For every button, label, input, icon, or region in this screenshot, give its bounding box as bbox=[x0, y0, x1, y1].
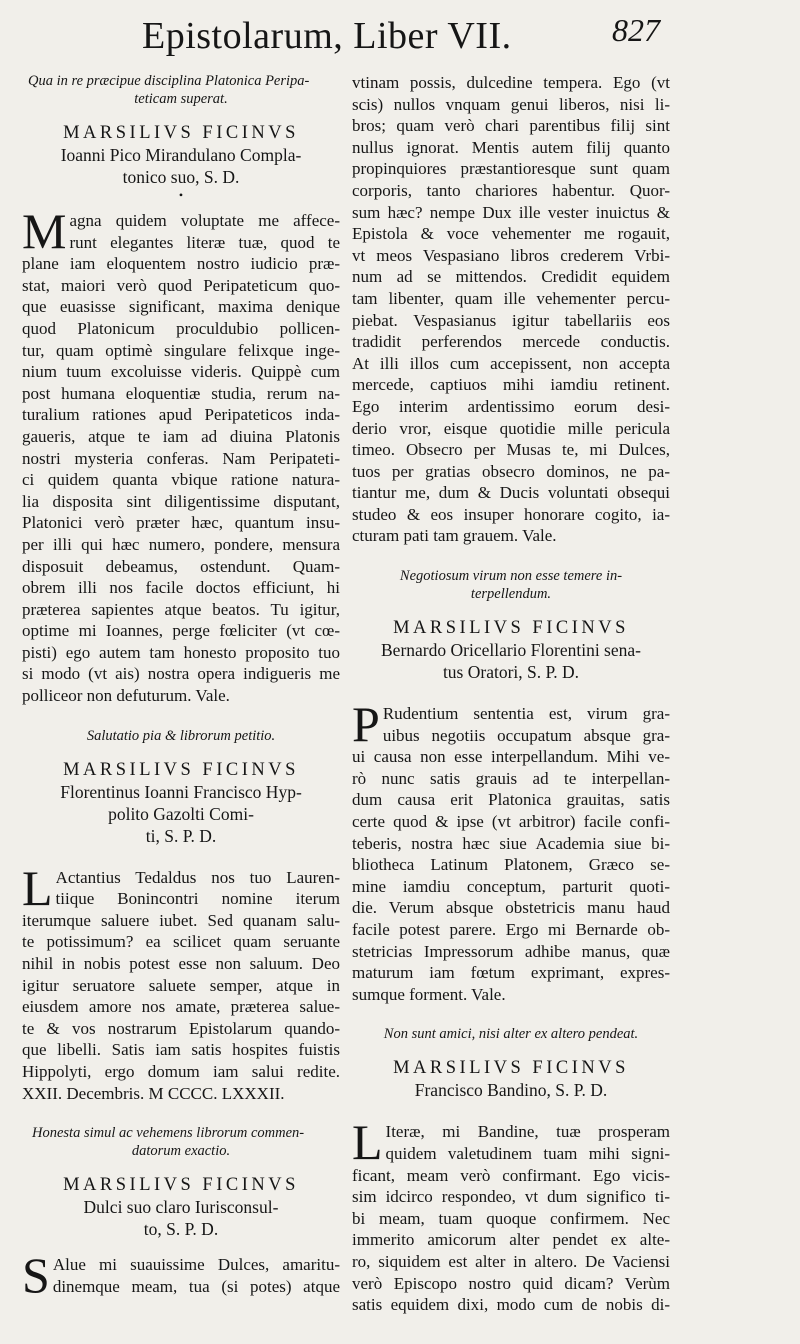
text-line: uibus negotiis occupatum absque gra- bbox=[382, 725, 670, 745]
text-line: tradidit perferendos mercede conductis. bbox=[352, 332, 670, 352]
text-line: quidem valetudinem tuam mihi signi- bbox=[385, 1143, 670, 1163]
text-line: ficant, meam verò confirmant. Ego vicis- bbox=[352, 1165, 670, 1185]
text-line: præterea sapientes atque beatos. Tu igitur, bbox=[22, 599, 340, 619]
letter-author: MARSILIVS FICINVS bbox=[63, 123, 299, 143]
text-line: eiusdem amore nos amate, præterea salue- bbox=[22, 997, 340, 1017]
text-line: vt meos Vespasiano libros crederem Vrbi- bbox=[352, 245, 670, 265]
text-line: Ego interim ardentissimo eorum desi- bbox=[352, 396, 670, 416]
text-line: optime mi Ioannes, perge fœliciter (vt cœ- bbox=[22, 621, 340, 641]
text-line: Iteræ, mi Bandine, tuæ prosperam bbox=[385, 1122, 670, 1142]
ornament: • bbox=[178, 188, 184, 202]
text-line: polliceor non defuturum. Vale. bbox=[22, 686, 230, 706]
letter-author: MARSILIVS FICINVS bbox=[393, 618, 629, 639]
text-line: certe quod & ipse (vt arbitror) facile confi- bbox=[352, 812, 670, 832]
drop-capital: P bbox=[352, 696, 380, 753]
text-line: num ad se mittendos. Credidit equidem bbox=[352, 267, 670, 287]
drop-capital: L bbox=[22, 859, 53, 916]
text-line: sim idcirco respondeo, vt dum significo ti- bbox=[352, 1187, 670, 1207]
letter-author: MARSILIVS FICINVS bbox=[63, 1175, 299, 1196]
text-line: post humana eloquentiæ studia, rerum na- bbox=[22, 383, 340, 403]
drop-capital: L bbox=[352, 1114, 383, 1171]
letter-body bbox=[22, 859, 340, 1105]
text-line: disposuit debeamus, ostendunt. Quam- bbox=[22, 556, 340, 576]
text-line: Epistola & voce vehementer me rogauit, bbox=[352, 224, 670, 244]
text-line: immerito amicorum alter pendet ex alte- bbox=[352, 1230, 670, 1250]
text-line: nihil in nobis potest esse non saluum. Deo bbox=[22, 954, 340, 974]
letter-addressee: Francisco Bandino, S. P. D. bbox=[414, 1080, 608, 1101]
text-line: te & vos nostrarum Epistolarum quando- bbox=[22, 1018, 340, 1038]
text-line: Rudentium sententia est, virum gra- bbox=[382, 704, 670, 724]
text-line: vtinam possis, dulcedine tempera. Ego (vt bbox=[352, 73, 670, 92]
text-line: tiantur me, dum & Ducis voluntati obsequi bbox=[352, 483, 670, 503]
text-line: piebat. Vespasianus igitur tabellariis eos bbox=[352, 310, 670, 330]
letter-addressee: ti, S. P. D. bbox=[145, 825, 217, 846]
text-line: teberis, nostra hæc siue Academia siue bi- bbox=[352, 833, 670, 853]
text-line: Alue mi suauissime Dulces, amaritu- bbox=[52, 1255, 340, 1275]
text-line: maturum iam fœtum exprimant, expres- bbox=[352, 963, 670, 983]
text-line: obrem illi nos facile doctos efficiunt, hi bbox=[22, 578, 340, 598]
letter-body bbox=[22, 203, 340, 707]
text-line: te potissimum? ea scilicet quam seruante bbox=[22, 932, 340, 952]
text-line: tiique Bonincontri nomine iterum bbox=[55, 889, 340, 909]
page-header bbox=[0, 0, 800, 62]
text-line: cturam pati tam grauem. Vale. bbox=[352, 526, 557, 546]
text-line: mercede, captiuos mihi iamdiu retinent. bbox=[352, 375, 670, 395]
rubric-line: Negotiosum virum non esse temere in- bbox=[399, 568, 623, 585]
rubric-line: datorum exactio. bbox=[131, 1143, 231, 1160]
running-title: Epistolarum, Liber VII. bbox=[142, 15, 512, 57]
text-line: ui causa non esse interpellandum. Mihi ve- bbox=[352, 747, 670, 767]
rubric-line: teticam superat. bbox=[134, 91, 228, 107]
rubric-line: terpellendum. bbox=[470, 586, 552, 603]
letter-addressee: Dulci suo claro Iurisconsul- bbox=[83, 1197, 279, 1218]
drop-capital: M bbox=[22, 203, 67, 259]
right-column bbox=[352, 72, 670, 1316]
left-column bbox=[22, 72, 340, 1304]
text-line: mine iamdiu conceptum, parturit quoti- bbox=[352, 876, 670, 896]
text-line: si modo (vt ais) nostra opera indigueris me bbox=[22, 664, 340, 684]
text-line: bliotheca Latinum Platonem, Græco se- bbox=[352, 855, 670, 875]
page-number: 827 bbox=[612, 12, 660, 48]
text-line: die. Verum absque obstetricis manu haud bbox=[352, 898, 670, 918]
text-line: que euasisse significant, maxima denique bbox=[22, 297, 340, 317]
text-line: quod Platonicum proculdubio pollicen- bbox=[22, 318, 340, 338]
text-line: que libelli. Satis iam satis hospites fuistis bbox=[22, 1040, 340, 1060]
letter-body bbox=[22, 1247, 340, 1304]
text-line: ci quidem quanta vbique ratione natura- bbox=[22, 470, 340, 490]
text-line: facile potest parere. Ergo mi Bernarde ob- bbox=[352, 920, 670, 939]
text-line: derio vror, eisque quotidie mille pericula bbox=[352, 418, 670, 438]
rubric-line: Qua in re præcipue disciplina Platonica Peripa- bbox=[28, 73, 310, 89]
letter-author: MARSILIVS FICINVS bbox=[63, 759, 299, 780]
letter-addressee: Ioanni Pico Mirandulano Compla- bbox=[60, 145, 302, 165]
letter-addressee: Bernardo Oricellario Florentini sena- bbox=[381, 640, 641, 661]
text-line: At illi illos cum accepissent, non accepta bbox=[352, 353, 670, 373]
drop-capital: S bbox=[22, 1247, 50, 1304]
text-line: XXII. Decembris. M CCCC. LXXXII. bbox=[22, 1083, 285, 1103]
letter-addressee: to, S. P. D. bbox=[143, 1219, 219, 1240]
text-line: dum causa erit Platonica grauitas, satis bbox=[352, 790, 670, 810]
text-line: stat, maiori verò quod Peripateticum quo- bbox=[22, 275, 340, 295]
text-line: timeo. Obsecro per Musas te, mi Dulces, bbox=[352, 440, 670, 460]
letter-body-continued bbox=[352, 72, 670, 547]
text-line: scis) nullos vnquam genui liberos, nisi li- bbox=[352, 94, 670, 114]
text-line: nullus ignorat. Mentis autem filij quanto bbox=[352, 137, 670, 157]
letter-body bbox=[352, 1114, 670, 1315]
rubric-line: Honesta simul ac vehemens librorum commen- bbox=[32, 1125, 305, 1142]
text-line: per illi qui hæc numero, pondere, mensura bbox=[22, 534, 340, 554]
text-line: sum hæc? nempe Dux ille vester inuictus & bbox=[352, 202, 670, 222]
text-line: propinquiores præstantioresque sunt quam bbox=[352, 159, 670, 179]
text-line: bros; quam verò chari parentibus filij sint bbox=[352, 116, 670, 136]
text-line: stetricias Impressorum adhibe manus, quæ bbox=[352, 941, 670, 961]
letter-addressee: Florentinus Ioanni Francisco Hyp- bbox=[60, 781, 302, 802]
text-line: dinemque meam, tua (si potes) atque bbox=[52, 1276, 340, 1296]
text-line: gaueris, atque te iam ad diuina Platonis bbox=[22, 426, 340, 446]
rubric-line: Non sunt amici, nisi alter ex altero pendeat. bbox=[383, 1026, 639, 1043]
letter-addressee: polito Gazolti Comi- bbox=[108, 803, 254, 824]
text-line: ro, siquidem est alter in altero. De Vaciensi bbox=[352, 1251, 670, 1271]
text-line: sumque forment. Vale. bbox=[352, 984, 506, 1004]
text-line: lia disposita sint diligentissime disputant, bbox=[22, 491, 340, 511]
text-line: agna quidem voluptate me affece- bbox=[69, 211, 340, 230]
text-line: nostri mysteria conferas. Nam Peripateti- bbox=[22, 448, 340, 468]
text-line: tam libenter, quam ille vehementer percu- bbox=[352, 288, 670, 308]
text-line: Platonici verò præter hæc, quantum insu- bbox=[22, 513, 340, 533]
text-line: satis equidem dixi, modo cum de nobis di- bbox=[352, 1295, 670, 1315]
text-line: tur, quam optimè singulare felixque inge- bbox=[22, 340, 340, 360]
letter-addressee: tonico suo, S. D. bbox=[122, 167, 240, 187]
rubric-line: Salutatio pia & librorum petitio. bbox=[86, 727, 276, 744]
letter-author: MARSILIVS FICINVS bbox=[393, 1058, 629, 1079]
text-line: corporis, tanto chariores habentur. Quor- bbox=[352, 180, 670, 200]
text-line: rò nunc satis grauis ad te interpellan- bbox=[352, 768, 670, 788]
letter-body bbox=[352, 696, 670, 1005]
text-line: iterumque saluere iubet. Sed quanam salu- bbox=[22, 910, 340, 930]
text-line: studeo & eos insuper honorare cogito, ia- bbox=[352, 504, 670, 524]
text-line: turalium rationes apud Peripateticos inda- bbox=[22, 405, 340, 425]
text-line: Hippolyti, ergo domum iam salui redite. bbox=[22, 1062, 340, 1081]
text-line: plane iam eloquentem nostro iudicio præ- bbox=[22, 254, 340, 274]
text-line: igitur seruatore saluete semper, atque in bbox=[22, 975, 340, 995]
text-line: tuos per gratias obsecro dominos, ne pa- bbox=[352, 461, 670, 481]
text-line: bi meam, tuam quoque confirmem. Nec bbox=[352, 1208, 670, 1228]
text-line: pisti) ego autem tam honesto proposito tuo bbox=[22, 642, 340, 662]
text-line: verò Episcopo nostro quid dicam? Verùm bbox=[352, 1273, 670, 1293]
text-line: nium tuum excoluisse videris. Quippè cum bbox=[22, 362, 340, 382]
text-line: runt elegantes literæ tuæ, quod te bbox=[69, 232, 340, 252]
text-line: Actantius Tedaldus nos tuo Lauren- bbox=[55, 867, 340, 887]
letter-addressee: tus Oratori, S. P. D. bbox=[442, 662, 580, 683]
